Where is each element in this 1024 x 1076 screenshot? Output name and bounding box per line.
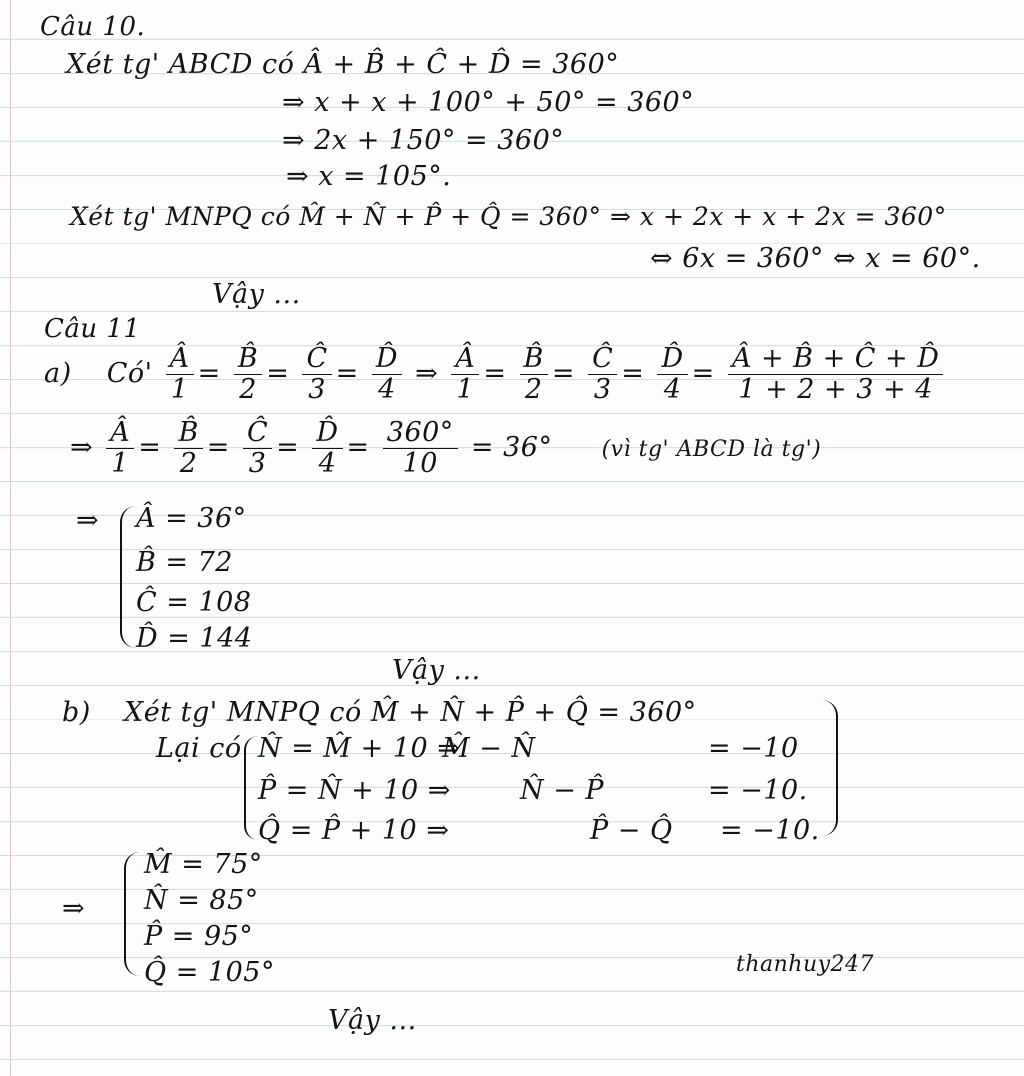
sum-fraction: $\frac{Â + B̂ + Ĉ + D̂}{1 + 2 + 3 + 4}$ [728,344,944,405]
difference-2-value: = −10. [708,775,808,806]
implies-arrow: ⇒ [415,358,439,389]
angle-d-value: D̂ = 144 [136,623,253,654]
condition-2: P̂ = N̂ + 10 ⇒ [258,775,451,806]
fraction: $\frac{B̂}{2}$ [234,344,262,405]
result-brace [124,852,140,976]
cau10-line-4: ⇒ x = 105°. [286,161,452,192]
cau10-conclusion: Vậy ... [212,279,301,310]
fraction: $\frac{D̂}{4}$ [312,418,342,479]
part-b-label: b) [62,697,91,728]
fraction: $\frac{B̂}{2}$ [174,418,202,479]
angle-b-value: B̂ = 72 [136,547,233,578]
signature: thanhuy247 [736,952,875,977]
system-brace [120,506,136,648]
condition-1: N̂ = M̂ + 10 ⇒ [258,733,461,764]
difference-3-value: = −10. [720,815,820,846]
lai-co-label: Lại có [156,733,242,764]
cau10-line-3: ⇒ 2x + 150° = 360° [282,125,565,156]
cau11a-value-line: ⇒ $\frac{Â}{1}$ = $\frac{B̂}{2}$ = $\frac{Ĉ}{3}$ = $\frac{D̂}{4}$ = $\frac{360^\circ}{10}$ = 36° (vì tg' ABCD là tg') [70,417,822,479]
fraction: $\frac{Â}{1}$ [451,344,479,405]
fraction: $\frac{Â}{1}$ [166,344,194,405]
condition-3: Q̂ = P̂ + 10 ⇒ [258,815,450,846]
fraction: $\frac{Ĉ}{3}$ [243,418,272,479]
angle-c-value: Ĉ = 108 [136,587,252,618]
implies-arrow: ⇒ [76,505,100,536]
fraction: $\frac{Ĉ}{3}$ [588,344,617,405]
cau10-line-5: Xét tg' MNPQ có M̂ + N̂ + P̂ + Q̂ = 360° ⇒ x + 2x + x + 2x = 360° [70,202,947,231]
right-brace [822,700,838,836]
condition-brace [244,736,258,840]
margin-line [10,0,11,1076]
fraction: $\frac{B̂}{2}$ [520,344,548,405]
implies-arrow-b: ⇒ [62,893,86,924]
cau11b-line-1: Xét tg' MNPQ có M̂ + N̂ + P̂ + Q̂ = 360° [124,697,697,728]
difference-1: M̂ − N̂ [442,733,536,764]
angle-q-value: Q̂ = 105° [144,957,275,988]
cau11-heading: Câu 11 [44,314,141,344]
fraction-360-over-10: $\frac{360^\circ}{10}$ [383,418,458,479]
cau10-line-1: Xét tg' ABCD có Â + B̂ + Ĉ + D̂ = 360° [66,49,620,80]
fraction: $\frac{Â}{1}$ [106,418,134,479]
angle-p-value: P̂ = 95° [144,921,254,952]
cau11a-conclusion: Vậy ... [392,655,481,686]
co-label: Có' [106,358,153,389]
parenthetical-note: (vì tg' ABCD là tg') [601,437,822,462]
difference-2: N̂ − P̂ [520,775,605,806]
fraction: $\frac{D̂}{4}$ [372,344,402,405]
angle-a-value: Â = 36° [136,503,247,534]
part-a-label: a) [44,358,72,389]
fraction: $\frac{Ĉ}{3}$ [302,344,331,405]
result-36: = 36° [470,432,553,463]
cau11a-ratio-line: a) Có' $\frac{Â}{1}$ = $\frac{B̂}{2}$ = $\frac{Ĉ}{3}$ = $\frac{D̂}{4}$ ⇒ $\frac{Â}{1}$ = $\frac{B̂}{2}$ = $\frac{Ĉ}{3}$ = $\frac{D̂}{4}$ = $\frac{Â + B̂ + Ĉ + D̂}{1 + 2 + 3 + 4}$ [44,342,947,406]
cau11b-conclusion: Vậy ... [328,1005,417,1036]
cau10-line-2: ⇒ x + x + 100° + 50° = 360° [282,87,695,118]
cau10-heading: Câu 10. [40,12,146,42]
angle-m-value: M̂ = 75° [144,849,263,880]
cau10-line-6: ⇔ 6x = 360° ⇔ x = 60°. [650,243,981,274]
angle-n-value: N̂ = 85° [144,885,259,916]
fraction: $\frac{D̂}{4}$ [657,344,687,405]
difference-3: P̂ − Q̂ [590,815,673,846]
difference-1-value: = −10 [708,733,799,764]
